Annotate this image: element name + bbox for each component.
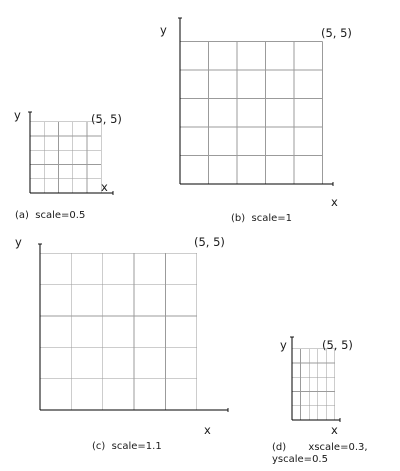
panel-d-caption: (d) xscale=0.3, yscale=0.5 <box>272 442 368 465</box>
panel-d-point-label: (5, 5) <box>322 338 353 352</box>
panel-b-point-label: (5, 5) <box>321 26 352 40</box>
panel-b-caption: (b) scale=1 <box>231 213 293 224</box>
panel-c-caption: (c) scale=1.1 <box>92 441 162 452</box>
panel-c-point-label: (5, 5) <box>194 235 225 249</box>
panel-a-point-label: (5, 5) <box>91 112 122 126</box>
panel-a-caption: (a) scale=0.5 <box>15 210 86 221</box>
panel-c-y-axis-label: y <box>15 235 22 249</box>
panel-d-y-axis-label: y <box>280 338 287 352</box>
panel-a-y-axis-label: y <box>14 108 21 122</box>
panel-a-x-axis-label: x <box>101 180 108 194</box>
panel-d-x-axis-label: x <box>331 423 338 437</box>
panel-c-grid <box>30 240 230 420</box>
panel-c-x-axis-label: x <box>204 423 211 437</box>
panel-b-x-axis-label: x <box>331 195 338 209</box>
panel-b-grid <box>170 14 335 194</box>
panel-b-y-axis-label: y <box>160 23 167 37</box>
